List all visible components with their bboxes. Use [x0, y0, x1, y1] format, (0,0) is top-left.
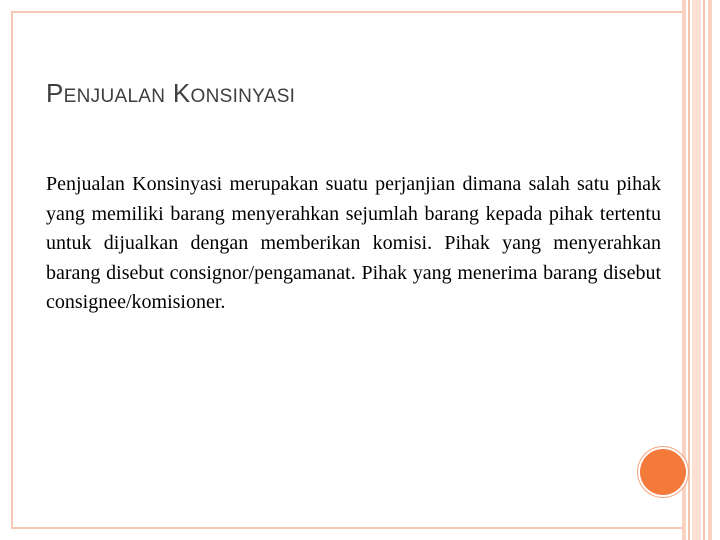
- frame-left-border: [11, 11, 13, 529]
- title-space: [165, 78, 173, 108]
- title-smallcaps: ONSINYASI: [190, 86, 296, 107]
- decorative-stripe: [692, 0, 701, 540]
- slide-body-text: Penjualan Konsinyasi merupakan suatu perjanjian dimana salah satu pihak yang memiliki barang menyerahkan sejumlah barang kepada pihak tertentu untuk dijualkan dengan memberikan komisi. Pihak yang menyerahkan barang disebut consignor/pengamanat. Pihak yang menerima barang disebut consignee/komisioner.: [46, 173, 661, 313]
- frame-bottom-border: [11, 527, 682, 529]
- slide-title: [46, 76, 295, 114]
- decorative-circle-icon: [640, 449, 686, 495]
- title-smallcaps: ENJUALAN: [63, 86, 166, 107]
- decorative-stripe: [688, 0, 690, 540]
- title-initial: P: [46, 78, 64, 108]
- decorative-stripe: [703, 0, 705, 540]
- frame-top-border: [11, 11, 682, 13]
- title-initial: K: [172, 78, 191, 108]
- decorative-stripe: [708, 0, 712, 540]
